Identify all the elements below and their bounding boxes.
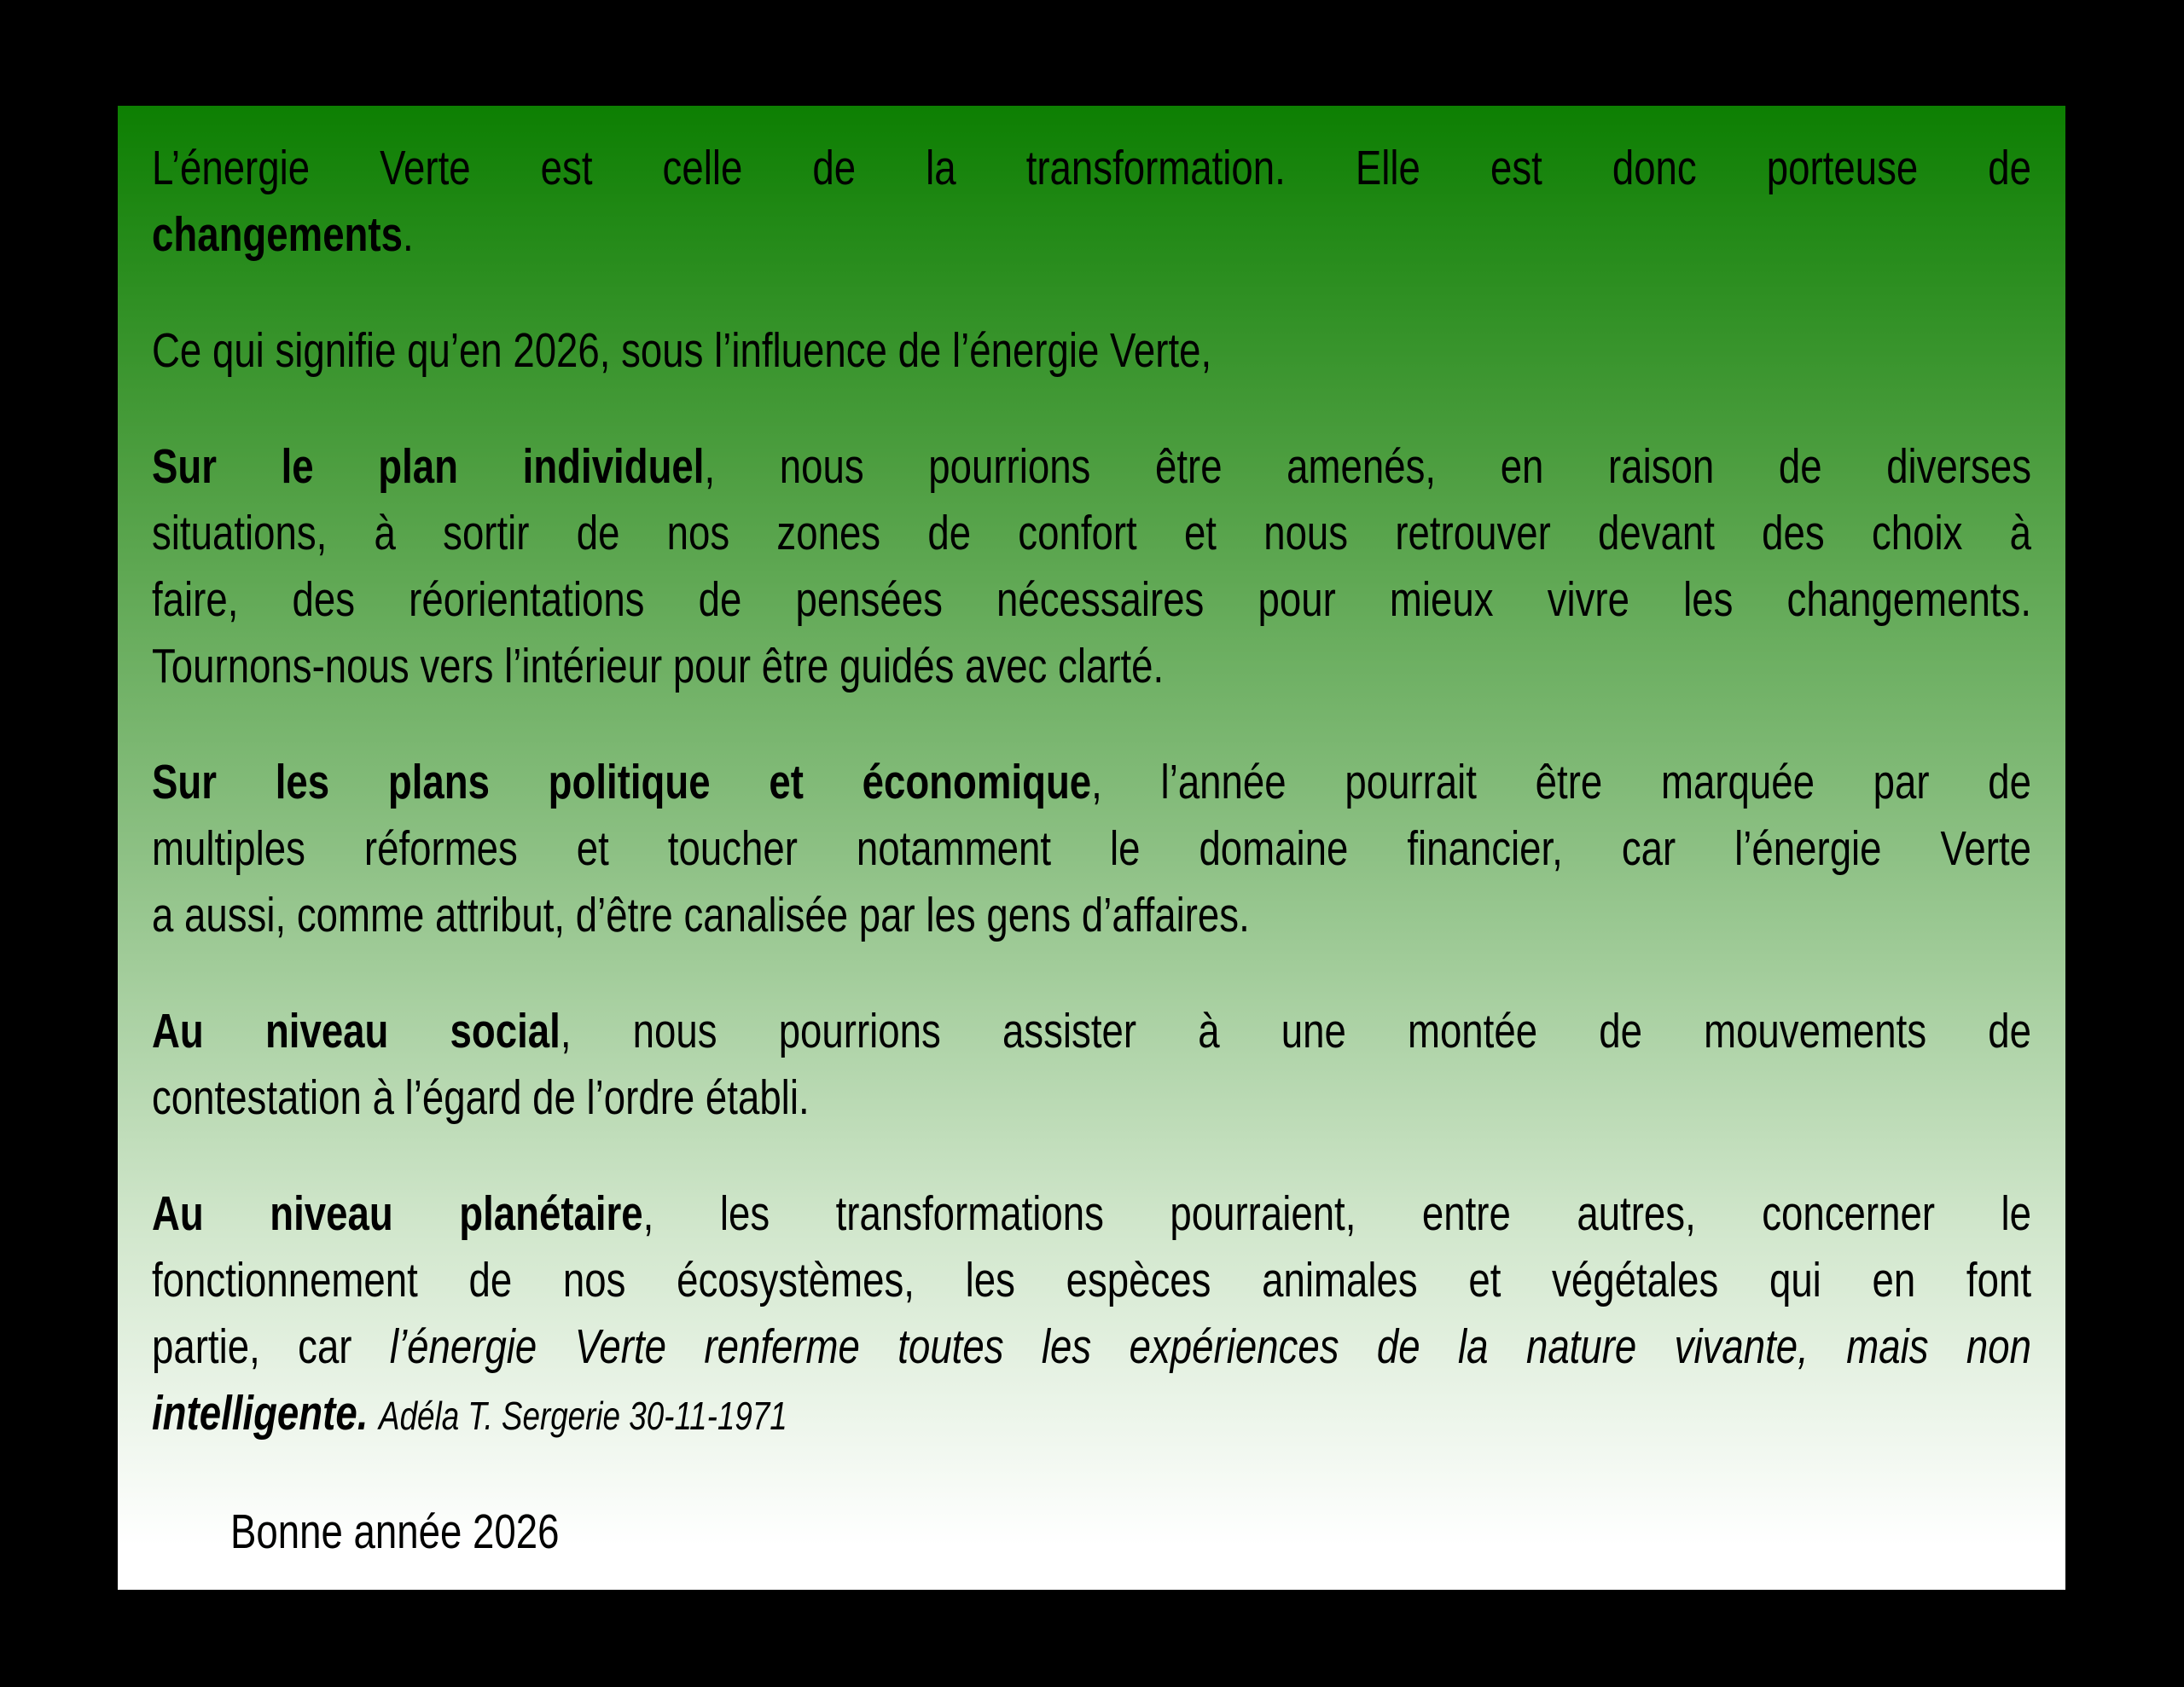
text-line xyxy=(152,135,2031,201)
text-line xyxy=(152,749,2031,815)
text-run xyxy=(368,1386,379,1441)
flyer-text xyxy=(152,135,2031,1565)
text-run: Au niveau social xyxy=(152,1004,561,1058)
text-run: fonctionnement de nos écosystèmes, les espèces animales et végétales qui en font xyxy=(152,1253,2031,1307)
attribution-text: Adéla T. Sergerie 30-11-1971 xyxy=(379,1394,787,1438)
text-line xyxy=(152,433,2031,500)
paragraph-meaning xyxy=(152,317,2031,384)
text-run: contestation à l’égard de l’ordre établi. xyxy=(152,1070,810,1125)
text-line xyxy=(152,1380,2031,1449)
text-run: partie, car xyxy=(152,1319,390,1374)
text-run: changements xyxy=(152,207,403,262)
text-run: , nous pourrions être amenés, en raison de diverses xyxy=(704,439,2031,494)
flyer-card xyxy=(118,106,2065,1590)
text-run: faire, des réorientations de pensées nécessaires pour mieux vivre les changements. xyxy=(152,572,2031,627)
text-run: situations, à sortir de nos zones de confort et nous retrouver devant des choix à xyxy=(152,506,2031,560)
text-run: L’énergie Verte est celle de la transformation. Elle est donc porteuse de xyxy=(152,141,2031,195)
text-line xyxy=(152,1313,2031,1380)
text-line xyxy=(152,201,2031,268)
text-line xyxy=(152,1064,2031,1131)
paragraph-political-economic-level xyxy=(152,749,2031,948)
text-line xyxy=(152,633,2031,699)
text-run: multiples réformes et toucher notamment le domaine financier, car l’énergie Verte xyxy=(152,821,2031,876)
text-line xyxy=(152,566,2031,633)
text-line xyxy=(152,500,2031,566)
text-run: . xyxy=(402,207,414,262)
paragraph-greeting xyxy=(152,1499,2031,1565)
text-line xyxy=(152,1247,2031,1313)
text-run: l’énergie Verte renferme toutes les expériences de la nature vivante, mais non xyxy=(389,1319,2032,1374)
paragraph-individual-level xyxy=(152,433,2031,699)
text-run: , nous pourrions assister à une montée de mouvements de xyxy=(560,1004,2032,1058)
text-run: Tournons-nous vers l’intérieur pour être guidés avec clarté. xyxy=(152,639,1165,693)
text-line xyxy=(152,882,2031,948)
text-run: Au niveau planétaire xyxy=(152,1186,643,1241)
text-line xyxy=(152,998,2031,1064)
text-run: Ce qui signifie qu’en 2026, sous l’influence de l’énergie Verte, xyxy=(152,323,1212,378)
text-run: a aussi, comme attribut, d’être canalisée par les gens d’affaires. xyxy=(152,888,1250,942)
text-line xyxy=(152,815,2031,882)
text-run: , l’année pourrait être marquée par de xyxy=(1091,755,2031,809)
text-run: Bonne année 2026 xyxy=(230,1504,560,1559)
text-run: , les transformations pourraient, entre autres, concerner le xyxy=(642,1186,2031,1241)
text-line xyxy=(230,1499,2031,1565)
text-line xyxy=(152,317,2031,384)
paragraph-social-level xyxy=(152,998,2031,1131)
text-run: Sur le plan individuel xyxy=(152,439,705,494)
paragraph-intro xyxy=(152,135,2031,268)
text-run: Sur les plans politique et économique xyxy=(152,755,1092,809)
paragraph-planetary-level xyxy=(152,1180,2031,1449)
text-run: intelligente. xyxy=(152,1386,369,1441)
text-line xyxy=(152,1180,2031,1247)
